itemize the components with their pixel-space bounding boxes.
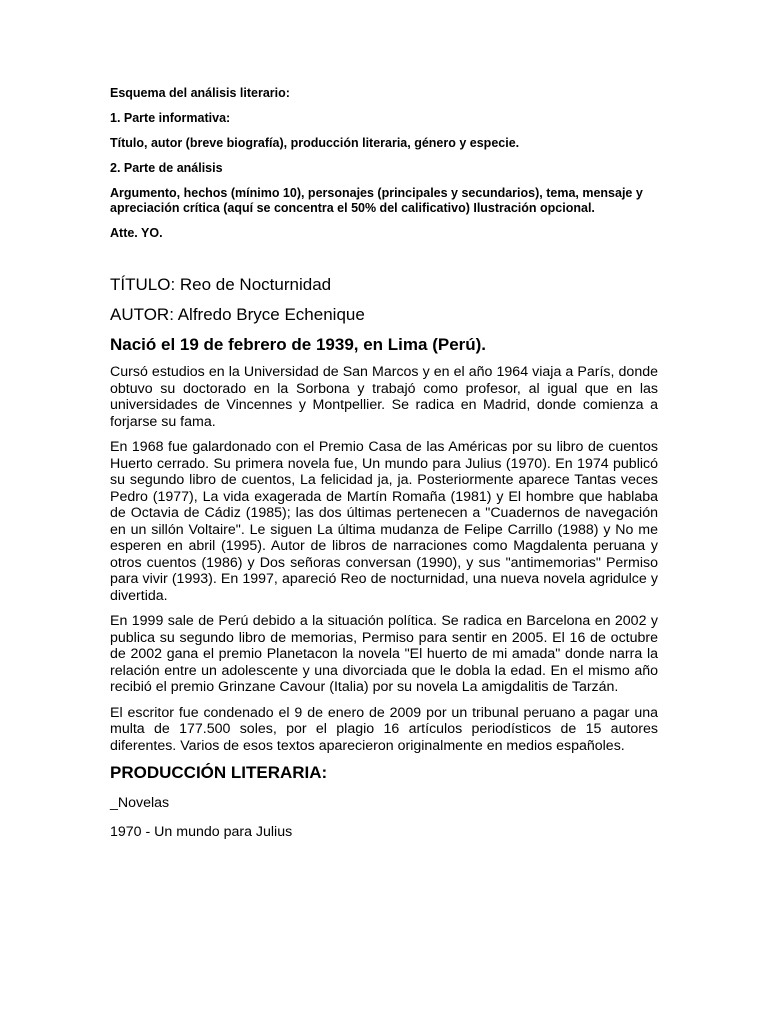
author-birth: Nació el 19 de febrero de 1939, en Lima (Perú). (110, 335, 487, 354)
analysis-outline (110, 86, 658, 241)
biography-paragraph: Cursó estudios en la Universidad de San Marcos y en el año 1964 viaja a París, donde obtuvo su doctorado en la Sorbona y trabajó como profesor, al igual que en las universidades de Vincennes y Montpellier. Se radica en Madrid, donde comienza a forjarse su fama. (110, 364, 658, 430)
outline-part2-text: Argumento, hechos (mínimo 10), personajes (principales y secundarios), tema, mensaje y apreciación crítica (aquí se concentra el 50% del calificativo) Ilustración opcional. (110, 186, 643, 215)
biography-paragraph: En 1999 sale de Perú debido a la situación política. Se radica en Barcelona en 2002 y publica su segundo libro de memorias, Permiso para sentir en 2005. El 16 de octubre de 2002 gana el premio Planetacon la novela "El huerto de mi amada" donde narra la relación entre un adolescente y una divorciada que le dobla la edad. En el mismo año recibió el premio Grinzane Cavour (Italia) por su novela La amigdalitis de Tarzán. (110, 613, 658, 695)
outline-part1-heading: 1. Parte informativa: (110, 111, 231, 125)
work-author: AUTOR: Alfredo Bryce Echenique (110, 305, 365, 324)
biography-paragraph: En 1968 fue galardonado con el Premio Casa de las Américas por su libro de cuentos Huerto cerrado. Su primera novela fue, Un mundo para Julius (1970). En 1974 publicó su segundo libro de cuentos, La felicidad ja, ja. Posteriormente aparece Tantas veces Pedro (1977), La vida exagerada de Martín Romaña (1981) y El hombre que hablaba de Octavia de Cádiz (1985); las dos últimas pertenecen a "Cuadernos de navegación en un sillón Voltaire". Le siguen La última mudanza de Felipe Carrillo (1988) y No me esperen en abril (1995). Autor de libros de narraciones como Magdalenta peruana y otros cuentos (1986) y Dos señoras conversan (1990), y sus "antimemorias" Permiso para vivir (1993). En 1997, apareció Reo de nocturnidad, una nueva novela agridulce y divertida. (110, 439, 658, 604)
document-page (110, 86, 658, 840)
outline-signature: Atte. YO. (110, 226, 163, 240)
work-title: TÍTULO: Reo de Nocturnidad (110, 275, 332, 294)
outline-title: Esquema del análisis literario: (110, 86, 290, 100)
outline-part2-heading: 2. Parte de análisis (110, 161, 223, 175)
biography-paragraph: El escritor fue condenado el 9 de enero de 2009 por un tribunal peruano a pagar una multa de 177.500 soles, por el plagio 16 artículos periodísticos de 15 autores diferentes. Varios de esos textos aparecieron originalmente en medios españoles. (110, 704, 658, 754)
production-heading: PRODUCCIÓN LITERARIA: (110, 763, 328, 782)
work-info (110, 275, 658, 355)
outline-part1-text: Título, autor (breve biografía), producción literaria, género y especie. (110, 136, 520, 150)
production-item: 1970 - Un mundo para Julius (110, 823, 293, 840)
literary-production (110, 763, 658, 840)
production-category: _Novelas (110, 795, 170, 811)
biography (110, 364, 658, 754)
